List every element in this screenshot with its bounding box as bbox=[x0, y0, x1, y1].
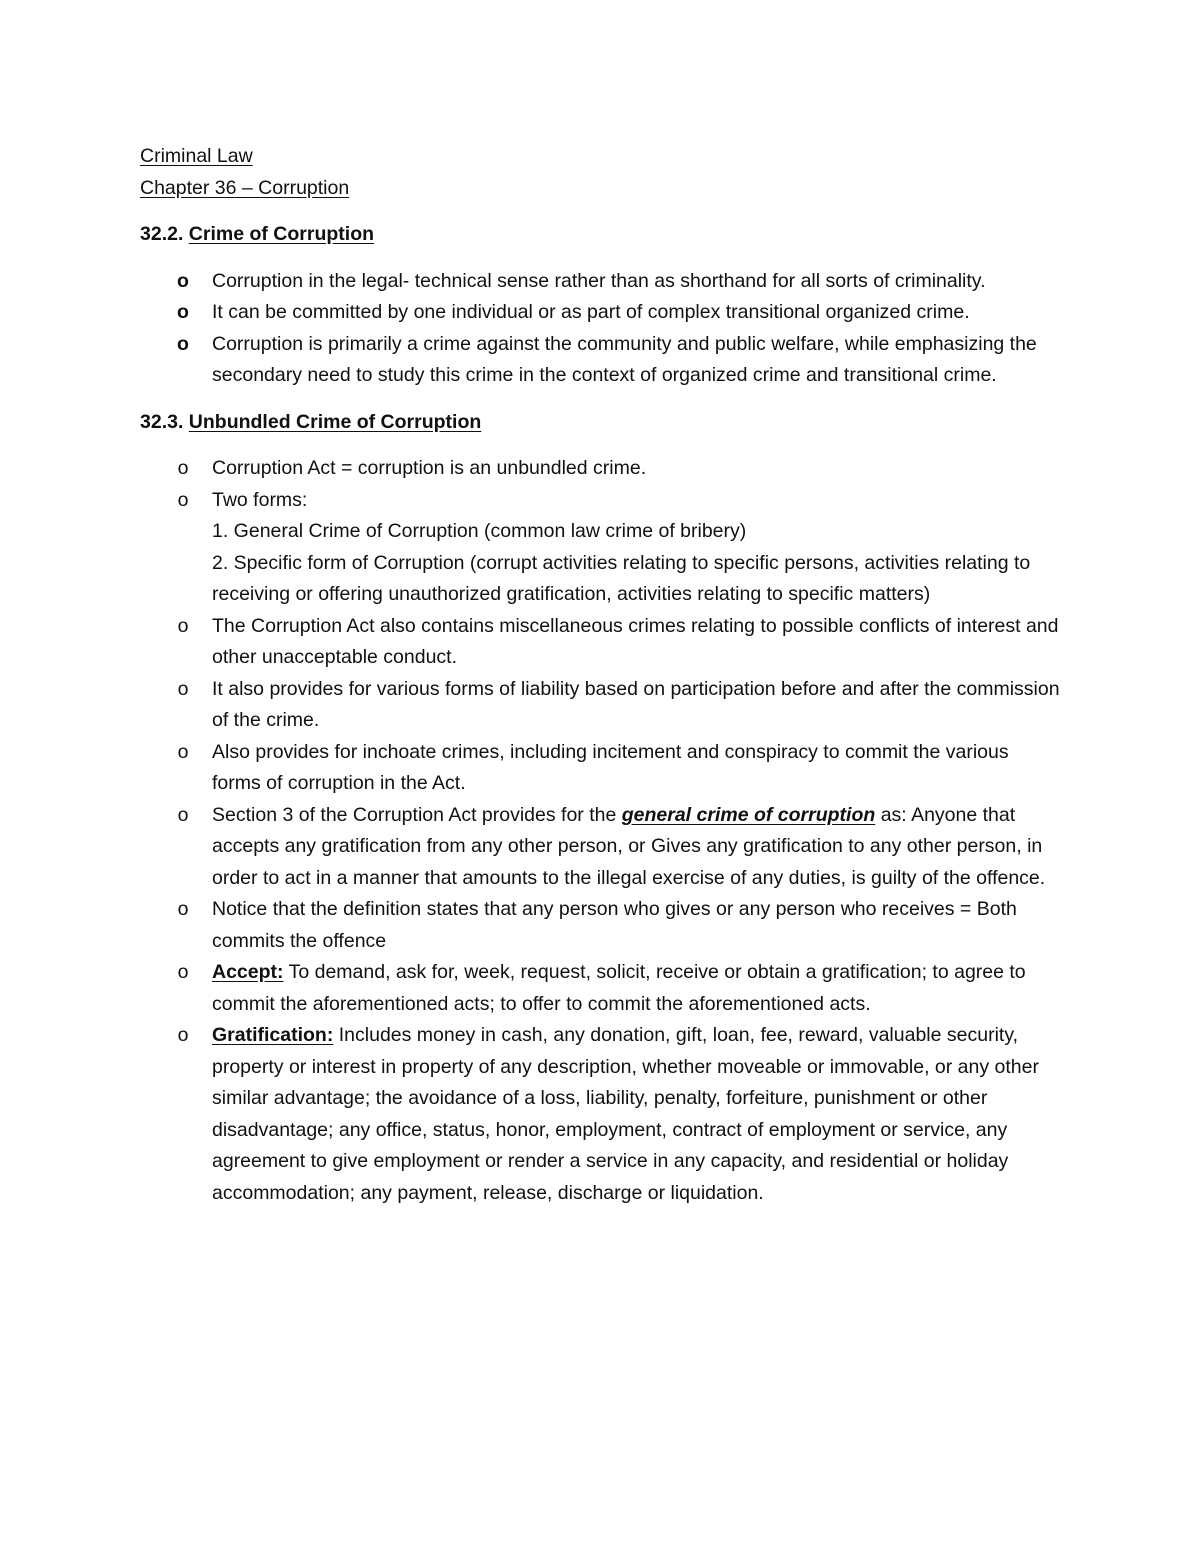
section-title: Crime of Corruption bbox=[188, 223, 375, 245]
list-item bbox=[140, 894, 1060, 957]
sub-item-general-crime: 1. General Crime of Corruption (common law crime of bribery) bbox=[212, 520, 747, 542]
list-item bbox=[140, 1020, 1060, 1209]
bullet-icon: o bbox=[177, 269, 189, 292]
list-item-text: Corruption in the legal- technical sense rather than as shorthand for all sorts of criminality. bbox=[212, 269, 986, 292]
section-title: Unbundled Crime of Corruption bbox=[188, 410, 482, 433]
emphasized-term: general crime of corruption bbox=[621, 803, 876, 826]
list-item bbox=[140, 453, 1060, 485]
list-item bbox=[140, 674, 1060, 737]
list-item-text: Corruption Act = corruption is an unbundled crime. bbox=[212, 457, 647, 479]
chapter-title: Chapter 36 – Corruption bbox=[140, 176, 350, 199]
list-item-text: The Corruption Act also contains miscellaneous crimes relating to possible conflicts of interest and other unacceptable conduct. bbox=[212, 614, 1059, 668]
list-item bbox=[140, 266, 1060, 298]
bullet-icon: o bbox=[177, 961, 189, 983]
bullet-icon: o bbox=[177, 803, 189, 826]
bullet-icon: o bbox=[177, 301, 189, 323]
bullet-icon: o bbox=[177, 332, 189, 355]
list-item-text: It also provides for various forms of liability based on participation before and after the commission of the crime. bbox=[212, 677, 1060, 731]
section-heading-32-2 bbox=[140, 219, 1060, 251]
list-item-text-lead: Section 3 of the Corruption Act provides for the bbox=[212, 803, 622, 826]
bullet-icon: o bbox=[177, 614, 189, 637]
course-title: Criminal Law bbox=[140, 145, 253, 167]
bullet-icon: o bbox=[177, 488, 189, 511]
definition-term-accept: Accept: bbox=[212, 961, 284, 983]
definition-text: Includes money in cash, any donation, gift, loan, fee, reward, valuable security, property or interest in property of any description, whether moveable or immovable, or any other similar advantage; the avoidance of a loss, liability, penalty, forfeiture, punishment or other disadvantage; any office, status, honor, employment, contract of employment or service, any agreement to give employment or render a service in any capacity, and residential or holiday accommodation; any payment, release, discharge or liquidation. bbox=[212, 1024, 1039, 1204]
section-32-3-list bbox=[140, 453, 1060, 1209]
document-body bbox=[140, 141, 1060, 1209]
list-item bbox=[140, 611, 1060, 674]
list-item bbox=[140, 329, 1060, 392]
list-item-text-rest: as: Anyone that accepts any gratification from any other person, or Gives any gratification to any other person, in order to act in a manner that amounts to the illegal exercise of any duties, is guilty of the offence. bbox=[212, 803, 1046, 889]
bullet-icon: o bbox=[177, 677, 189, 700]
section-heading-32-3 bbox=[140, 407, 1060, 439]
sub-item-specific-form: 2. Specific form of Corruption (corrupt activities relating to specific persons, activities relating to receiving or offering unauthorized gratification, activities relating to specific matters) bbox=[212, 551, 1031, 605]
list-item-text: Corruption is primarily a crime against the community and public welfare, while emphasizing the secondary need to study this crime in the context of organized crime and transitional crime. bbox=[212, 332, 1037, 386]
list-item-text: It can be committed by one individual or as part of complex transitional organized crime. bbox=[212, 301, 970, 323]
definition-text: To demand, ask for, week, request, solicit, receive or obtain a gratification; to agree to commit the aforementioned acts; to offer to commit the aforementioned acts. bbox=[212, 961, 1026, 1015]
bullet-icon: o bbox=[177, 1024, 189, 1046]
list-item bbox=[140, 297, 1060, 329]
list-item bbox=[140, 485, 1060, 611]
bullet-icon: o bbox=[177, 898, 189, 920]
list-item-text: Notice that the definition states that any person who gives or any person who receives = Both commits the offence bbox=[212, 898, 1017, 952]
definition-term-gratification: Gratification: bbox=[212, 1024, 334, 1046]
bullet-icon: o bbox=[177, 457, 189, 479]
list-item bbox=[140, 957, 1060, 1020]
list-item-text: Also provides for inchoate crimes, including incitement and conspiracy to commit the various forms of corruption in the Act. bbox=[212, 740, 1009, 794]
section-32-2-list bbox=[140, 266, 1060, 392]
list-item bbox=[140, 737, 1060, 800]
list-item bbox=[140, 800, 1060, 895]
section-number: 32.2. bbox=[140, 223, 184, 245]
list-item-text: Two forms: bbox=[212, 488, 308, 511]
bullet-icon: o bbox=[177, 740, 189, 763]
section-number: 32.3. bbox=[140, 410, 184, 433]
